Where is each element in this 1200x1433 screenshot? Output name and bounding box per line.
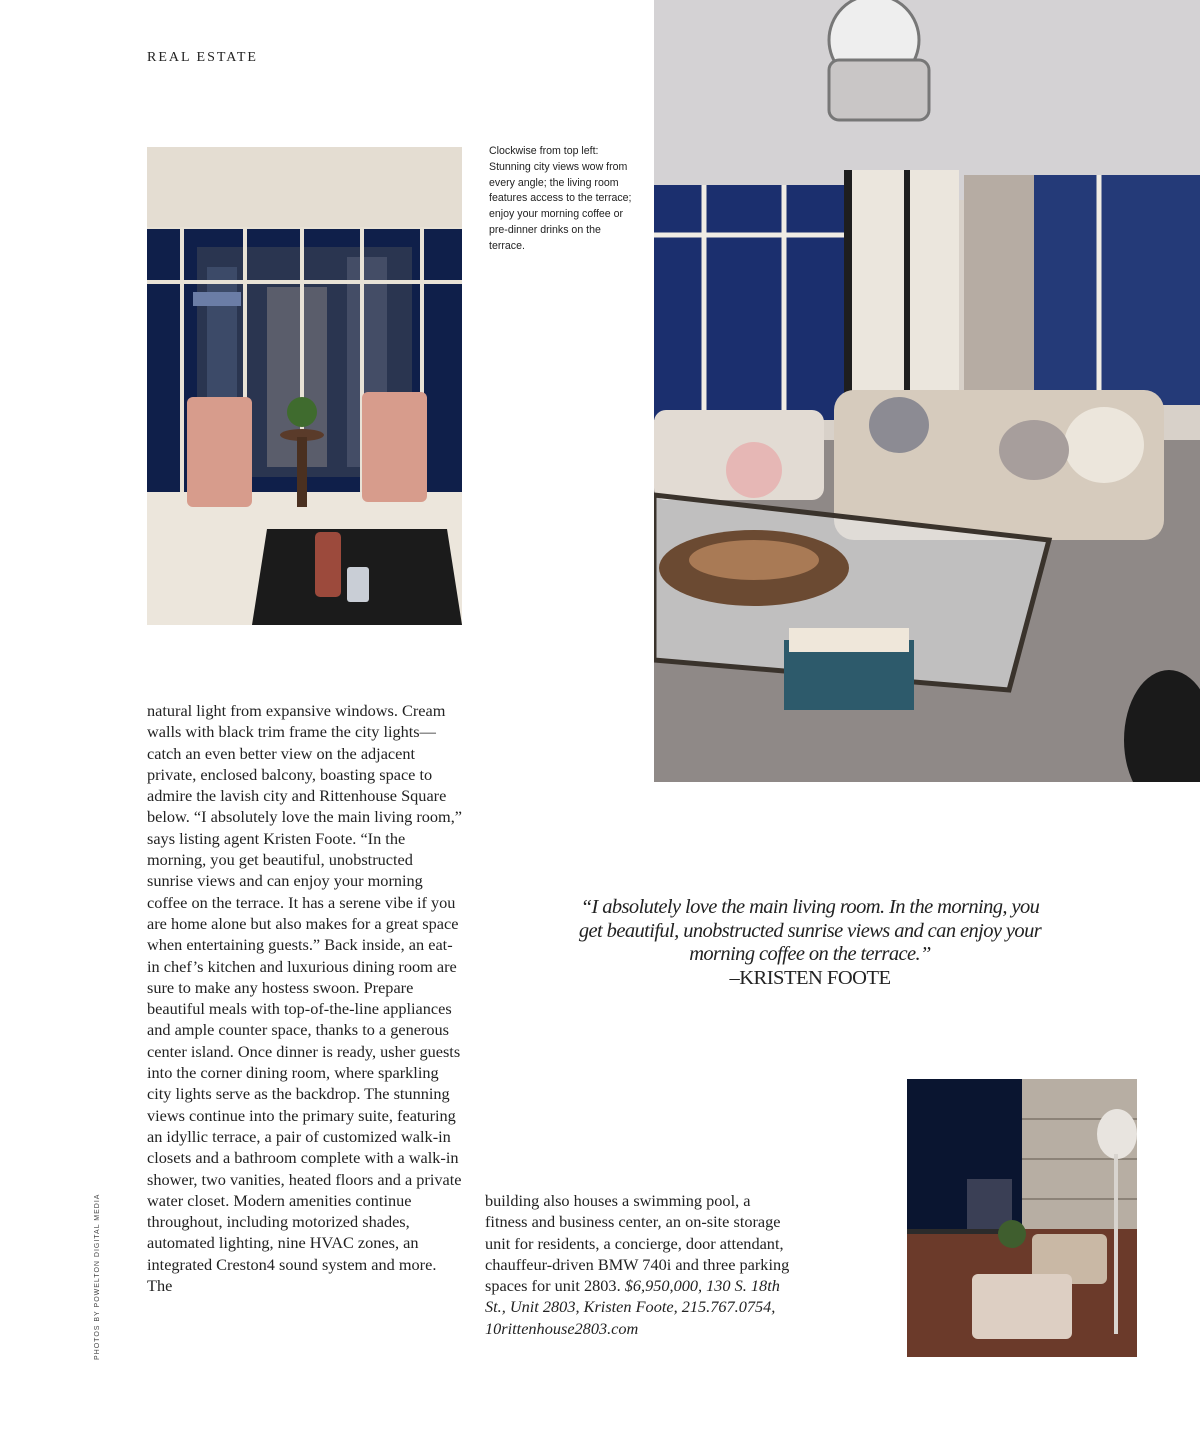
pull-quote-attribution: –KRISTEN FOOTE [729,966,891,989]
body-col2-text: building also houses a swimming pool, a fitness and business center, an on-site storage unit for residents, a concierge, door attendant, chauffeur-driven BMW 740i and three parking spaces for unit 2803. [485,1191,790,1296]
section-label: REAL ESTATE [147,50,258,65]
listing-details: $6,950,000, 130 S. 18th St., Unit 2803, Kristen Foote, 215.767.0754, 10rittenhouse2803.com [485,1276,780,1338]
photo-caption: Clockwise from top left: Stunning city views wow from every angle; the living room features access to the terrace; enjoy your morning coffee or pre-dinner drinks on the terrace. [489,145,632,252]
article-body-column-2 [485,1190,790,1339]
article-body-column-1: natural light from expansive windows. Cream walls with black trim frame the city lights—catch an even better view on the adjacent private, enclosed balcony, boasting space to admire the lavish city and Rittenhouse Square below. “I absolutely love the main living room,” says listing agent Kristen Foote. “In the morning, you get beautiful, unobstructed sunrise views and can enjoy your morning coffee on the terrace. It has a serene vibe if you are home alone but also makes for a great space when entertaining guests.” Back inside, an eat-in chef’s kitchen and luxurious dining room are sure to make any hostess swoon. Prepare beautiful meals with top-of-the-line appliances and ample counter space, thanks to a generous center island. Once dinner is ready, usher guests into the corner dining room, where sparkling city lights serve as the backdrop. The stunning views continue into the primary suite, featuring an idyllic terrace, a pair of customized walk-in closets and a bathroom complete with a walk-in shower, two vanities, heated floors and a private water closet. Modern amenities continue throughout, including motorized shades, automated lighting, nine HVAC zones, an integrated Creston4 sound system and more. The [147,701,462,1296]
pull-quote [570,896,1050,990]
living-room-photo [654,0,1200,782]
photo-credit: PHOTOS BY POWELTON DIGITAL MEDIA [94,1193,101,1360]
pull-quote-text: “I absolutely love the main living room. In the morning, you get beautiful, unobstructed sunrise views and can enjoy your morning coffee on the terrace.” [578,896,1042,965]
terrace-photo [907,1079,1137,1357]
corner-seating-photo [147,147,462,625]
